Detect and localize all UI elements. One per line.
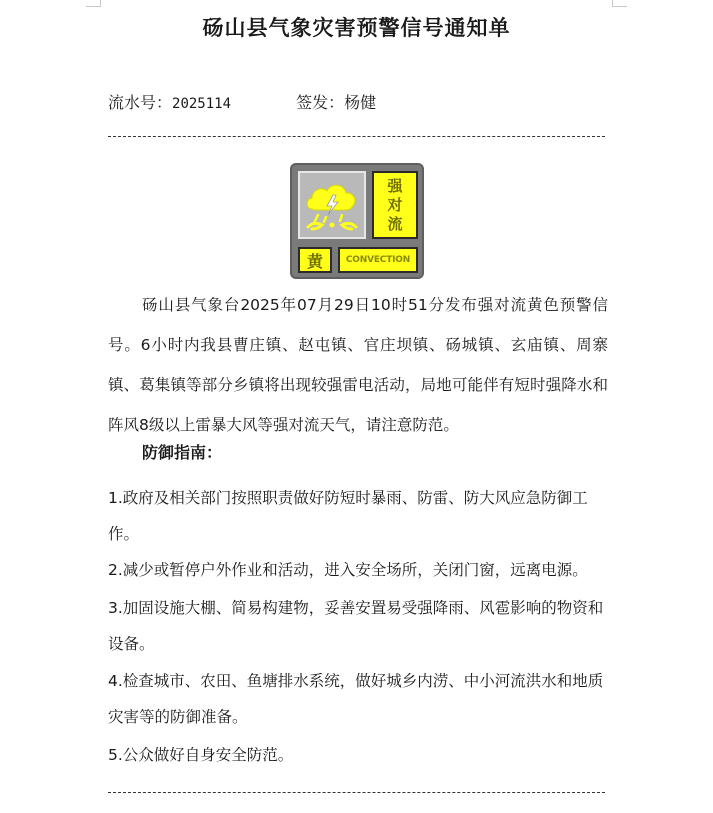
signer-name: 杨健 (344, 93, 377, 112)
signal-color-label: 黄 (298, 247, 332, 273)
dashed-divider (108, 136, 605, 137)
document-meta (108, 90, 376, 113)
signal-type-label (372, 171, 418, 239)
signal-english-label: CONVECTION (338, 247, 418, 273)
serial-number: 2025114 (172, 96, 232, 112)
sign-label: 签发： (296, 93, 345, 112)
document-title: 砀山县气象灾害预警信号通知单 (202, 15, 511, 40)
guide-item: 3.加固设施大棚、简易构建物，妥善安置易受强降雨、风雹影响的物资和设备。 (108, 599, 604, 653)
serial-label: 流水号： (108, 93, 173, 112)
page-corner-mark (612, 0, 627, 7)
guide-item: 2.减少或暂停户外作业和活动，进入安全场所，关闭门窗，远离电源。 (108, 561, 588, 579)
thunderstorm-cloud-icon (298, 171, 366, 239)
signal-char: 对 (387, 195, 403, 214)
dashed-divider (108, 792, 605, 793)
guide-item: 5.公众做好自身安全防范。 (108, 746, 294, 764)
page-corner-mark (86, 0, 101, 7)
guide-item: 1.政府及相关部门按照职责做好防短时暴雨、防雷、防大风应急防御工作。 (108, 489, 588, 543)
signal-char: 流 (387, 214, 403, 233)
guide-heading: 防御指南： (142, 443, 223, 462)
warning-signal-icon (290, 163, 424, 279)
signal-char: 强 (387, 176, 403, 195)
guide-item: 4.检查城市、农田、鱼塘排水系统，做好城乡内涝、中小河流洪水和地质灾害等的防御准备。 (108, 672, 604, 726)
warning-body-text: 砀山县气象台2025年07月29日10时51分发布强对流黄色预警信号。6小时内我县曹庄镇、赵屯镇、官庄坝镇、砀城镇、玄庙镇、周寨镇、葛集镇等部分乡镇将出现较强雷电活动，局地可能伴有短时强降水和阵风8级以上雷暴大风等强对流天气，请注意防范。 (108, 296, 608, 434)
